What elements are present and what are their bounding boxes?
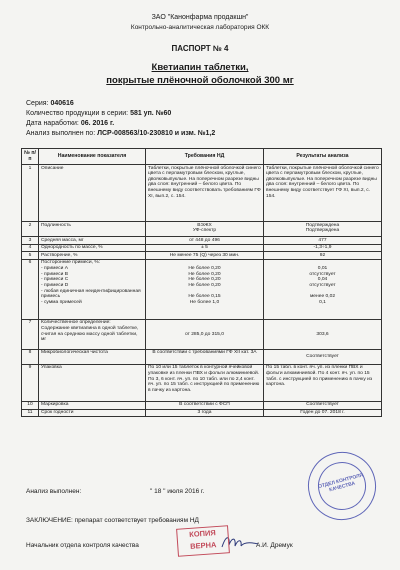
row-indicator: Растворение, % [39, 252, 146, 260]
row-requirement: 3 года [146, 409, 264, 417]
row-indicator: Маркировка [39, 401, 146, 409]
table-row [22, 165, 382, 222]
row-indicator: Средняя масса, мг [39, 237, 146, 245]
analysis-table [21, 148, 382, 417]
qc-stamp-text: ОТДЕЛ КОНТРОЛЯ КАЧЕСТВА [317, 472, 364, 494]
row-result: -1,3÷1,9 [264, 244, 382, 252]
conclusion: ЗАКЛЮЧЕНИЕ: препарат соответствует требованиям НД [26, 517, 199, 524]
production-date-label: Дата наработки: [26, 120, 79, 127]
row-number: 4 [22, 244, 39, 252]
row-result: 303,6 [264, 319, 382, 349]
production-date-value: 06. 2016 г. [80, 120, 115, 127]
quantity-line [26, 110, 171, 117]
row-result: Соответствует [264, 349, 382, 364]
table-header-row [22, 149, 382, 165]
row-result: 92 [264, 252, 382, 260]
table-row [22, 401, 382, 409]
row-result: По 15 табл. в конт. яч. уп. из пленки ПВХ и фольги алюминиевой. По 4 конт. яч. уп. по 15 табл. с инструкцией по применению в пачку из картона. [264, 364, 382, 401]
row-indicator: Срок годности [39, 409, 146, 417]
row-indicator: Подлинность [39, 222, 146, 237]
product-title-line1: Кветиапин таблетки, [151, 62, 249, 73]
passport-number: ПАСПОРТ № 4 [171, 44, 229, 53]
header-requirements: Требования НД [146, 149, 264, 165]
product-title-line2: покрытые плёночной оболочкой 300 мг [106, 75, 294, 86]
row-number: 10 [22, 401, 39, 409]
row-number: 6 [22, 259, 39, 319]
row-requirement: от 448 до 496 [146, 237, 264, 245]
row-number: 11 [22, 409, 39, 417]
row-indicator: Однородность по массе, % [39, 244, 146, 252]
series-line [26, 100, 74, 107]
chief-name: А.И. Дремук [256, 542, 293, 549]
analysis-basis-label: Анализ выполнен по: [26, 130, 96, 137]
row-number: 2 [22, 222, 39, 237]
row-number: 9 [22, 364, 39, 401]
row-result: Таблетки, покрытые плёночной оболочкой синего цвета с перламутровым блеском, круглые, двояковыпуклые. На поперечном разрезе видны два слоя: внутренний – белого цвета. По внешнему виду соответствует ГФ XI, вып.2, с. 154. [264, 165, 382, 222]
series-label: Серия: [26, 100, 49, 107]
table-row [22, 252, 382, 260]
analysis-done-label: Анализ выполнен: [26, 488, 82, 495]
row-requirement: ± 5 [146, 244, 264, 252]
company-name: ЗАО "Канонфарма продакшн" [151, 14, 249, 21]
row-indicator: Количественное определение: Содержание кветиапина в одной таблетке, считая на среднюю массу одной таблетки, мг [39, 319, 146, 349]
row-result: Подтверждена Подтверждена [264, 222, 382, 237]
table-row [22, 244, 382, 252]
table-row [22, 364, 382, 401]
header-results: Результаты анализа [264, 149, 382, 165]
row-requirement: от 285,0 до 315,0 [146, 319, 264, 349]
table-row [22, 237, 382, 245]
row-requirement: Не менее 75 (Q) через 30 мин. [146, 252, 264, 260]
row-result: 477 [264, 237, 382, 245]
header-indicator: Наименование показателя [39, 149, 146, 165]
row-result: Соответствует [264, 401, 382, 409]
copy-verified-stamp: КОПИЯ ВЕРНА [176, 525, 230, 557]
row-indicator: Посторонние примеси, %: - примеси А - примеси В - примеси С - примеси D - любая единичная неидентифицированная примесь - сумма примесей [39, 259, 146, 319]
lab-name: Контрольно-аналитическая лаборатория ОКК [130, 24, 270, 31]
quantity-value: 581 уп. №60 [130, 110, 172, 117]
table-row [22, 349, 382, 364]
row-indicator: Микробиологическая чистота [39, 349, 146, 364]
qc-round-stamp [300, 444, 383, 527]
row-requirement: Не более 0,20 Не более 0,20 Не более 0,20 Не более 0,20 Не более 0,15 Не более 1,0 [146, 259, 264, 319]
row-number: 3 [22, 237, 39, 245]
quantity-label: Количество продукции в серии: [26, 110, 129, 117]
series-value: 040616 [50, 100, 74, 107]
analysis-basis-value: ЛСР-008563/10-230810 и изм. №1,2 [97, 130, 216, 137]
table-row [22, 319, 382, 349]
analysis-done-date: " 18 " июля 2016 г. [150, 488, 205, 495]
table-row [22, 409, 382, 417]
production-date-line [26, 120, 114, 127]
row-number: 5 [22, 252, 39, 260]
chief-title: Начальник отдела контроля качества [26, 542, 139, 549]
row-indicator: Упаковка [39, 364, 146, 401]
row-requirement: По 10 или 15 таблеток в контурной ячейковой упаковке из пленки ПВХ и фольги алюминиевой. По 3, 6 конт. яч. уп. по 10 табл. или по 2,4 конт. яч. уп. по 15 табл. с инструкцией по применению в пачку из картона. [146, 364, 264, 401]
table-row [22, 222, 382, 237]
row-number: 7 [22, 319, 39, 349]
row-number: 1 [22, 165, 39, 222]
row-requirement: В соответствии с требованиями ГФ XII кат. 3А [146, 349, 264, 364]
analysis-basis-line [26, 130, 215, 137]
row-requirement: Таблетки, покрытые плёночной оболочкой синего цвета с перламутровым блеском, круглые, двояковыпуклые. На поперечном разрезе видны два слоя: внутренний – белого цвета. По внешнему виду соответствовать требованиям ГФ XI, вып.2, с. 154. [146, 165, 264, 222]
row-result: Годен до 07. 2018 г. [264, 409, 382, 417]
row-result: 0,01 отсутствует 0,04 отсутствует менее 0,02 0,1 [264, 259, 382, 319]
row-requirement: ВЭЖХ УФ-спектр [146, 222, 264, 237]
row-requirement: В соответствии с ФСП [146, 401, 264, 409]
row-indicator: Описание [39, 165, 146, 222]
table-row [22, 259, 382, 319]
row-number: 8 [22, 349, 39, 364]
header-number: № п/п [22, 149, 39, 165]
